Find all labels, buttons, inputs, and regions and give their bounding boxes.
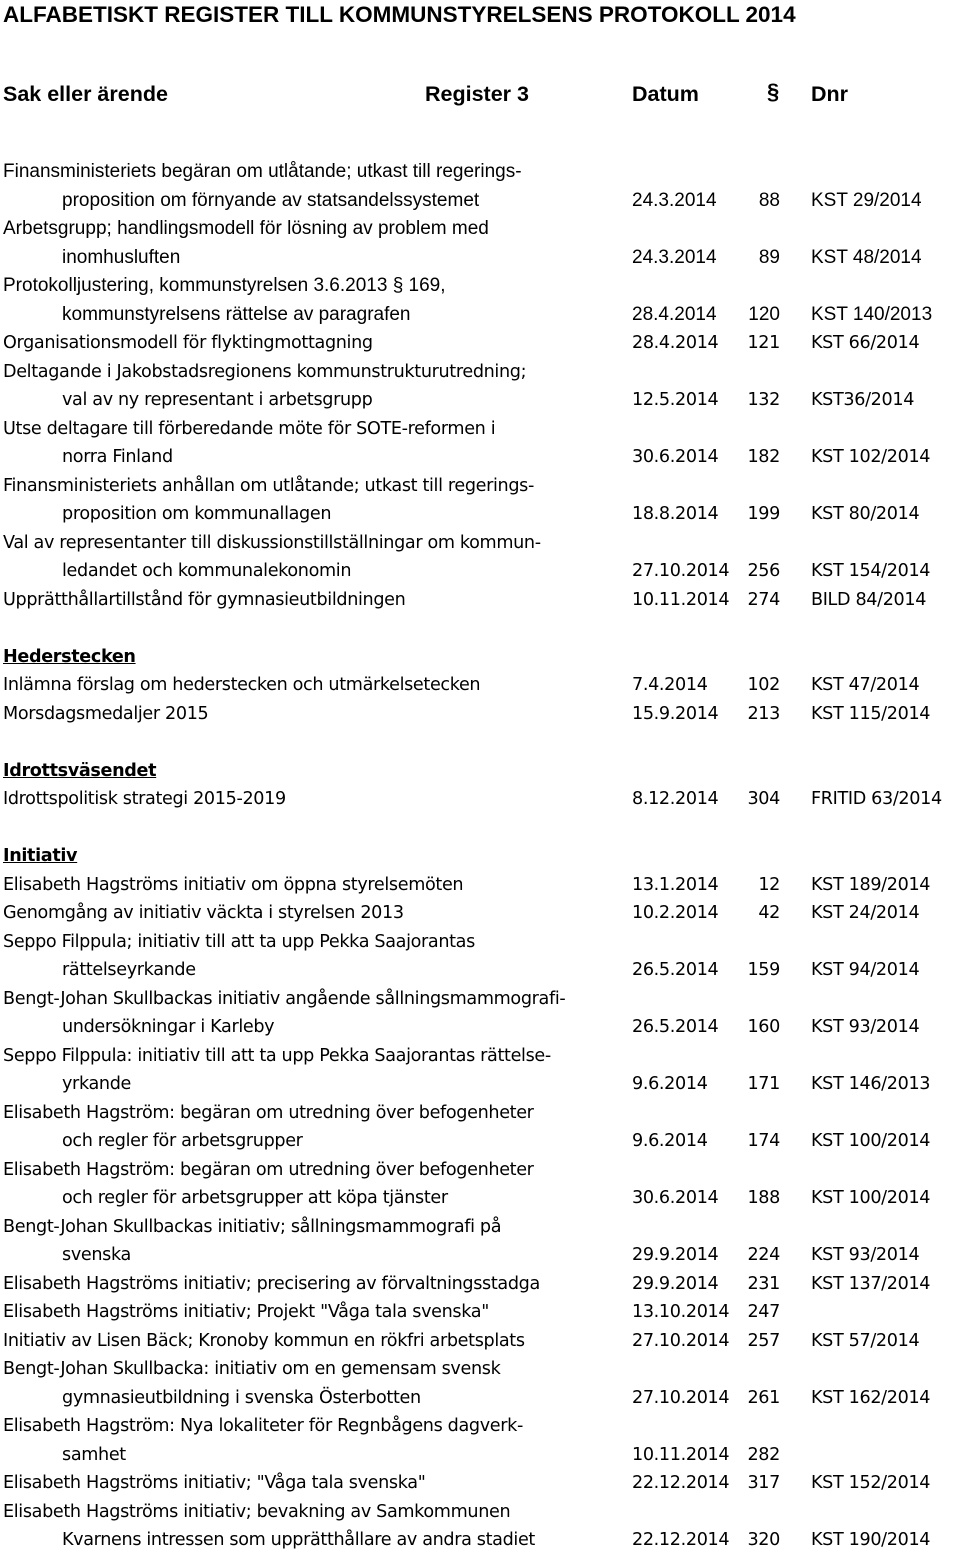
entry-subject-continued: ledandet och kommunalekonomin bbox=[62, 561, 352, 581]
entry-subject-continued: och regler för arbetsgrupper att köpa tjänster bbox=[62, 1188, 448, 1208]
entry-subject: Utse deltagare till förberedande möte för SOTE-reformen i bbox=[3, 418, 496, 439]
entry-date: 22.12.2014 bbox=[632, 1473, 730, 1493]
entry-dnr: KST 137/2014 bbox=[811, 1273, 931, 1294]
entry-subject-continued: val av ny representant i arbetsgrupp bbox=[62, 390, 373, 410]
entry-dnr: KST 80/2014 bbox=[811, 504, 920, 524]
entry-date: 28.4.2014 bbox=[632, 333, 719, 353]
entry-subject: Bengt-Johan Skullbacka: initiativ om en gemensam svensk bbox=[3, 1359, 501, 1379]
entry-paragraph: 261 bbox=[747, 1387, 780, 1408]
entry-subject: Organisationsmodell för flyktingmottagning bbox=[3, 333, 373, 353]
entry-date: 13.1.2014 bbox=[632, 874, 719, 895]
entry-subject: Elisabeth Hagström: begäran om utredning över befogenheter bbox=[3, 1159, 534, 1180]
section-title: Initiativ bbox=[3, 846, 78, 866]
entry-date: 30.6.2014 bbox=[632, 447, 719, 467]
entry-subject-continued: Kvarnens intressen som upprätthållare av andra stadiet bbox=[62, 1530, 535, 1550]
entry-subject-continued: och regler för arbetsgrupper bbox=[62, 1131, 303, 1151]
entry-subject-continued: yrkande bbox=[62, 1074, 131, 1094]
column-header-register: Register 3 bbox=[425, 82, 529, 106]
entry-subject-continued: inomhusluften bbox=[62, 246, 181, 268]
entry-dnr: KST 115/2014 bbox=[811, 703, 931, 724]
entry-subject: Upprätthållartillstånd för gymnasieutbildningen bbox=[3, 589, 406, 610]
entry-subject: Genomgång av initiativ väckta i styrelsen 2013 bbox=[3, 903, 404, 923]
entry-subject-continued: undersökningar i Karleby bbox=[62, 1017, 275, 1037]
entry-dnr: KST 102/2014 bbox=[811, 447, 931, 467]
entry-date: 10.11.2014 bbox=[632, 589, 730, 610]
entry-subject: Finansministeriets begäran om utlåtande; utkast till regerings- bbox=[3, 161, 522, 182]
entry-date: 30.6.2014 bbox=[632, 1188, 719, 1208]
entry-paragraph: 121 bbox=[747, 333, 780, 353]
entry-date: 24.3.2014 bbox=[632, 189, 717, 211]
entry-dnr: KST 29/2014 bbox=[811, 189, 922, 211]
entry-date: 27.10.2014 bbox=[632, 1330, 730, 1351]
entry-paragraph: 199 bbox=[747, 504, 780, 524]
entry-dnr: KST 154/2014 bbox=[811, 561, 931, 581]
entry-date: 9.6.2014 bbox=[632, 1131, 708, 1151]
entry-paragraph: 274 bbox=[747, 589, 780, 610]
entry-subject: Bengt-Johan Skullbackas initiativ; sållningsmammografi på bbox=[3, 1216, 502, 1237]
entry-subject-continued: proposition om förnyande av statsandelssystemet bbox=[62, 189, 480, 211]
entry-paragraph: 88 bbox=[758, 189, 780, 211]
entry-dnr: KST 189/2014 bbox=[811, 874, 931, 895]
entry-subject: Inlämna förslag om hederstecken och utmärkelsetecken bbox=[3, 675, 481, 695]
entry-date: 7.4.2014 bbox=[632, 675, 708, 695]
entry-paragraph: 188 bbox=[747, 1188, 780, 1208]
entry-subject: Elisabeth Hagströms initiativ; bevakning av Samkommunen bbox=[3, 1501, 511, 1522]
entry-paragraph: 317 bbox=[747, 1473, 780, 1493]
entry-paragraph: 120 bbox=[748, 303, 780, 325]
entry-dnr: BILD 84/2014 bbox=[811, 589, 927, 610]
entry-subject: Morsdagsmedaljer 2015 bbox=[3, 703, 209, 724]
entry-date: 12.5.2014 bbox=[632, 390, 719, 410]
entry-paragraph: 320 bbox=[747, 1530, 780, 1550]
entry-subject: Arbetsgrupp; handlingsmodell för lösning av problem med bbox=[3, 218, 489, 239]
entry-dnr: KST 190/2014 bbox=[811, 1530, 931, 1550]
entry-dnr: KST 152/2014 bbox=[811, 1473, 931, 1493]
entry-dnr: KST 66/2014 bbox=[811, 333, 920, 353]
entry-subject: Finansministeriets anhållan om utlåtande; utkast till regerings- bbox=[3, 475, 534, 496]
entry-paragraph: 132 bbox=[747, 390, 780, 410]
entry-paragraph: 171 bbox=[747, 1074, 780, 1094]
entry-subject: Elisabeth Hagström: Nya lokaliteter för Regnbågens dagverk- bbox=[3, 1416, 523, 1436]
entry-date: 29.9.2014 bbox=[632, 1273, 719, 1294]
entry-paragraph: 42 bbox=[758, 903, 780, 923]
entry-date: 10.2.2014 bbox=[632, 903, 719, 923]
entry-subject: Elisabeth Hagströms initiativ; Projekt "Våga tala svenska" bbox=[3, 1302, 489, 1322]
entry-dnr: KST 24/2014 bbox=[811, 903, 920, 923]
entry-paragraph: 174 bbox=[747, 1131, 780, 1151]
entry-dnr: KST36/2014 bbox=[811, 390, 915, 410]
entry-date: 27.10.2014 bbox=[632, 561, 730, 581]
entry-dnr: FRITID 63/2014 bbox=[811, 789, 942, 809]
section-title: Hederstecken bbox=[3, 646, 136, 667]
entry-date: 26.5.2014 bbox=[632, 1017, 719, 1037]
entry-dnr: KST 146/2013 bbox=[811, 1074, 931, 1094]
entry-dnr: KST 57/2014 bbox=[811, 1330, 920, 1351]
entry-date: 13.10.2014 bbox=[632, 1302, 730, 1322]
entry-subject: Val av representanter till diskussionstillställningar om kommun- bbox=[3, 532, 541, 553]
entry-date: 28.4.2014 bbox=[632, 303, 717, 325]
entry-subject: Elisabeth Hagströms initiativ; "Våga tala svenska" bbox=[3, 1473, 426, 1493]
entry-subject: Initiativ av Lisen Bäck; Kronoby kommun en rökfri arbetsplats bbox=[3, 1330, 525, 1351]
entry-paragraph: 247 bbox=[747, 1302, 780, 1322]
entry-paragraph: 256 bbox=[747, 561, 780, 581]
entry-paragraph: 257 bbox=[747, 1330, 780, 1351]
entry-date: 29.9.2014 bbox=[632, 1245, 719, 1265]
entry-subject-continued: kommunstyrelsens rättelse av paragrafen bbox=[62, 303, 411, 325]
entry-subject-continued: proposition om kommunallagen bbox=[62, 504, 332, 524]
entry-subject-continued: samhet bbox=[62, 1444, 126, 1465]
entry-subject: Idrottspolitisk strategi 2015-2019 bbox=[3, 789, 286, 809]
entry-date: 10.11.2014 bbox=[632, 1444, 730, 1465]
entry-subject: Elisabeth Hagström: begäran om utredning över befogenheter bbox=[3, 1102, 534, 1123]
entry-dnr: KST 162/2014 bbox=[811, 1387, 931, 1408]
entry-dnr: KST 100/2014 bbox=[811, 1188, 931, 1208]
entry-subject-continued: svenska bbox=[62, 1245, 131, 1265]
entry-paragraph: 89 bbox=[758, 246, 780, 268]
entry-dnr: KST 100/2014 bbox=[811, 1131, 931, 1151]
entry-date: 22.12.2014 bbox=[632, 1530, 730, 1550]
entry-subject: Bengt-Johan Skullbackas initiativ angående sållningsmammografi- bbox=[3, 988, 566, 1009]
entry-dnr: KST 93/2014 bbox=[811, 1245, 920, 1265]
section-title: Idrottsväsendet bbox=[3, 760, 157, 781]
entry-paragraph: 12 bbox=[758, 874, 780, 895]
entry-subject-continued: rättelseyrkande bbox=[62, 960, 196, 980]
entry-dnr: KST 94/2014 bbox=[811, 960, 920, 980]
entry-paragraph: 304 bbox=[747, 789, 780, 809]
entry-paragraph: 182 bbox=[747, 447, 780, 467]
column-header-dnr: Dnr bbox=[811, 82, 849, 106]
column-header-subject: Sak eller ärende bbox=[3, 82, 168, 106]
entry-date: 24.3.2014 bbox=[632, 246, 717, 268]
entry-subject: Elisabeth Hagströms initiativ; precisering av förvaltningsstadga bbox=[3, 1273, 540, 1294]
entry-dnr: KST 93/2014 bbox=[811, 1017, 920, 1037]
entry-paragraph: 282 bbox=[747, 1444, 780, 1465]
entry-date: 15.9.2014 bbox=[632, 703, 719, 724]
entry-paragraph: 213 bbox=[747, 703, 780, 724]
entry-paragraph: 231 bbox=[747, 1273, 780, 1294]
document-title: ALFABETISKT REGISTER TILL KOMMUNSTYRELSENS PROTOKOLL 2014 bbox=[3, 2, 796, 27]
entry-subject-continued: gymnasieutbildning i svenska Österbotten bbox=[62, 1387, 421, 1408]
entry-subject-continued: norra Finland bbox=[62, 447, 173, 467]
entry-date: 18.8.2014 bbox=[632, 504, 719, 524]
entry-subject: Seppo Filppula; initiativ till att ta upp Pekka Saajorantas bbox=[3, 931, 475, 952]
column-header-section-symbol: § bbox=[767, 79, 780, 104]
entry-date: 9.6.2014 bbox=[632, 1074, 708, 1094]
entry-subject: Deltagande i Jakobstadsregionens kommunstrukturutredning; bbox=[3, 361, 527, 382]
entry-dnr: KST 47/2014 bbox=[811, 675, 920, 695]
entry-dnr: KST 140/2013 bbox=[811, 303, 933, 325]
entry-paragraph: 160 bbox=[747, 1017, 780, 1037]
column-header-date: Datum bbox=[632, 82, 699, 106]
entry-date: 27.10.2014 bbox=[632, 1387, 730, 1408]
entry-paragraph: 224 bbox=[747, 1245, 780, 1265]
entry-subject: Seppo Filppula: initiativ till att ta upp Pekka Saajorantas rättelse- bbox=[3, 1045, 551, 1066]
entry-date: 8.12.2014 bbox=[632, 789, 719, 809]
entry-dnr: KST 48/2014 bbox=[811, 246, 922, 268]
entry-paragraph: 102 bbox=[747, 675, 780, 695]
entry-paragraph: 159 bbox=[747, 960, 780, 980]
entry-subject: Protokolljustering, kommunstyrelsen 3.6.2013 § 169, bbox=[3, 275, 446, 296]
entry-subject: Elisabeth Hagströms initiativ om öppna styrelsemöten bbox=[3, 874, 464, 895]
entry-date: 26.5.2014 bbox=[632, 960, 719, 980]
